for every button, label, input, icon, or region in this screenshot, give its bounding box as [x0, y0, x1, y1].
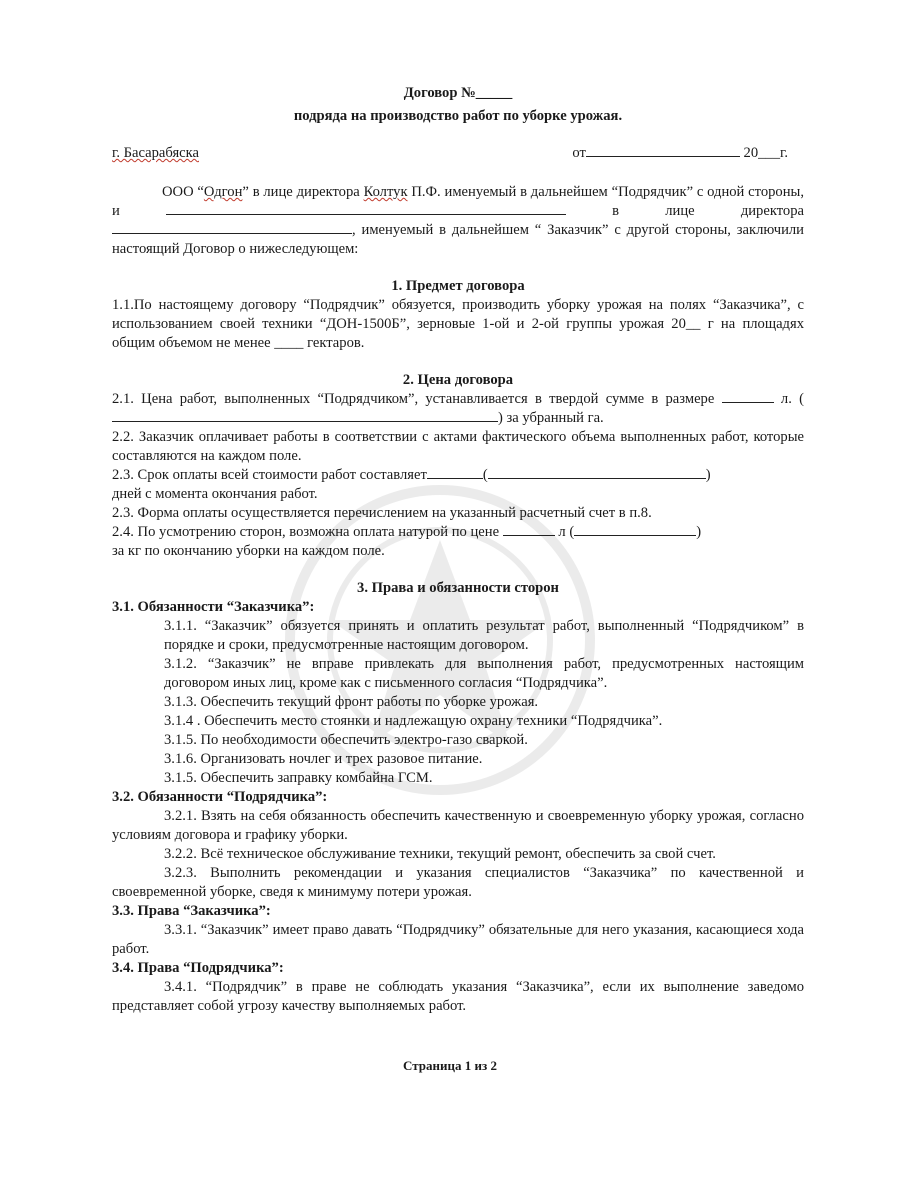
subsection-3-4: 3.4. Права “Подрядчика”:: [112, 960, 284, 976]
contract-date: от 20___г.: [572, 145, 788, 161]
document-subtitle: подряда на производство работ по уборке урожая.: [293, 108, 623, 124]
clause-2-3b: 2.3. Форма оплаты осуществляется перечислением на указанный расчетный счет в п.8.: [112, 505, 652, 521]
clause-3-1-2: 3.1.2. “Заказчик” не вправе привлекать для выполнения работ, предусмотренных настоящим договором иных лиц, кроме как с письменного согласия “Подрядчика”.: [164, 656, 804, 691]
city-date-line: [112, 144, 804, 163]
clause-3-1-4: 3.1.4 . Обеспечить место стоянки и надлежащую охрану техники “Подрядчика”.: [164, 713, 663, 729]
subsection-3-1: 3.1. Обязанности “Заказчика”:: [112, 599, 315, 615]
clause-3-2-2: 3.2.2. Всё техническое обслуживание техники, текущий ремонт, обеспечить за свой счет.: [164, 846, 716, 862]
clause-2-3: 2.3. Срок оплаты всей стоимости работ составляет ( ) дней с момента окончания работ.: [112, 467, 711, 502]
clause-2-2: 2.2. Заказчик оплачивает работы в соответствии с актами фактического объема выполненных работ, которые составляются на каждом поле.: [112, 429, 804, 464]
clause-3-1-1: 3.1.1. “Заказчик” обязуется принять и оплатить результат работ, выполненный “Подрядчиком” в порядке и сроки, предусмотренные настоящим договором.: [164, 618, 804, 653]
clause-3-1-6: 3.1.6. Организовать ночлег и трех разовое питание.: [164, 751, 483, 767]
clause-1-1: 1.1.По настоящему договору “Подрядчик” обязуется, производить уборку урожая на полях “Заказчика”, с использованием своей техники “ДОН-1500Б”, зерновые 1-ой и 2-ой группы урожая 20__ г на площадях общим объемом не менее ____ гектаров.: [112, 297, 804, 351]
clause-3-3-1: 3.3.1. “Заказчик” имеет право давать “Подрядчику” обязательные для него указания, касающиеся хода работ.: [112, 922, 804, 957]
clause-2-1: 2.1. Цена работ, выполненных “Подрядчиком”, устанавливается в твердой сумме в размере л. () за убранный га.: [112, 391, 804, 426]
document-body: [112, 84, 804, 1016]
page-number: Страница 1 из 2: [403, 1058, 497, 1073]
clause-3-4-1: 3.4.1. “Подрядчик” в праве не соблюдать указания “Заказчика”, если их выполнение заведомо представляет собой угрозу качеству выполняемых работ.: [112, 979, 804, 1014]
subsection-3-2: 3.2. Обязанности “Подрядчика”:: [112, 789, 328, 805]
clause-3-1-7: 3.1.5. Обеспечить заправку комбайна ГСМ.: [164, 770, 433, 786]
section-1-heading: 1. Предмет договора: [391, 278, 525, 294]
clause-3-2-1: 3.2.1. Взять на себя обязанность обеспечить качественную и своевременную уборку урожая, согласно условиям договора и графику уборки.: [112, 808, 804, 843]
clause-2-4: 2.4. По усмотрению сторон, возможна оплата натурой по цене л ( ) за кг по окончанию уборки на каждом поле.: [112, 524, 702, 559]
intro-paragraph: ООО “Одгон” в лице директора Колтук П.Ф. именуемый в дальнейшем “Подрядчик” с одной стороны, и в лице директора , именуемый в дальнейшем “ Заказчик” с другой стороны, заключили настоящий Договор о нижеследующем:: [112, 184, 804, 257]
section-2-heading: 2. Цена договора: [402, 372, 514, 388]
clause-3-1-3: 3.1.3. Обеспечить текущий фронт работы по уборке урожая.: [164, 694, 539, 710]
clause-3-2-3: 3.2.3. Выполнить рекомендации и указания специалистов “Заказчика” по качественной и своевременной уборке, сведя к минимуму потери урожая.: [112, 865, 804, 900]
document-title: Договор №_____: [403, 85, 513, 101]
subsection-3-3: 3.3. Права “Заказчика”:: [112, 903, 271, 919]
clause-3-1-5: 3.1.5. По необходимости обеспечить электро-газо сваркой.: [164, 732, 528, 748]
city: г. Басарабяска: [112, 145, 199, 161]
section-3-heading: 3. Права и обязанности сторон: [357, 580, 559, 596]
